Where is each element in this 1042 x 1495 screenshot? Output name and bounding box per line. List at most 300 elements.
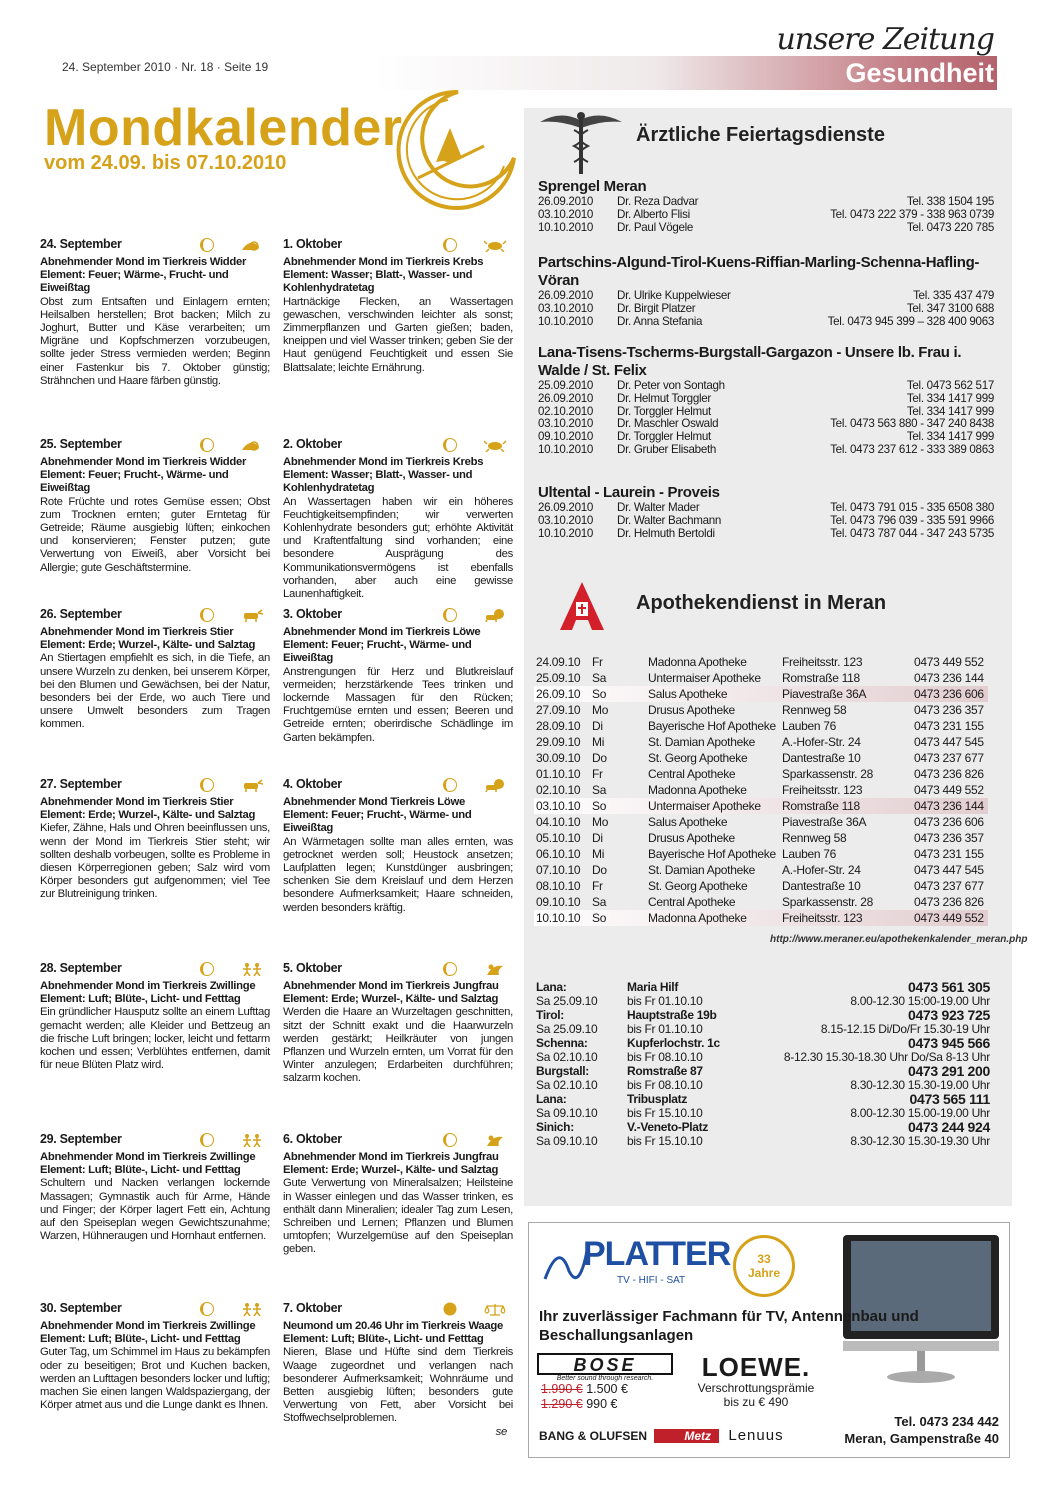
snail-icon [240,438,264,452]
doctor-phone: Tel. 0473 787 044 - 347 243 5735 [830,526,994,540]
moon-day-entry [283,1133,513,1257]
moon-day-date: 1. Oktober [283,238,513,256]
pharmacy-address: Piavestraße 36A [782,687,867,701]
pharmacy-day: So [592,911,607,925]
lion-icon [483,778,507,792]
pharmacy-row [534,670,988,686]
pharmacy-name: Untermaiser Apotheke [648,671,761,685]
regional-pharmacy-hours-row: Sa 02.10.10 bis Fr 08.10.10 8.30-12.30 15.30-19.00 Uhr [536,1078,990,1092]
doctor-name: Dr. Alberto Flisi [617,207,690,221]
moon-day-date: 30. September [40,1302,270,1320]
moon-day-entry [283,438,513,601]
moon-day-entry [283,238,513,375]
pharmacy-row [534,686,988,702]
moon-day-heading: Abnehmender Mond im Tierkreis Widder Element: Feuer; Frucht-, Wärme- und Eiweißtag [40,456,247,495]
pharmacy-name: Drusus Apotheke [648,831,735,845]
bose-offer [537,1353,673,1415]
moon-day-heading: Abnehmender Mond im Tierkreis Krebs Element: Wasser; Blatt-, Wasser- und Kohlenhydratetag [283,456,484,495]
pharmacy-day: Di [592,719,603,733]
pharmacy-date: 30.09.10 [536,751,581,765]
ad-phone: Tel. 0473 234 442 [894,1414,999,1429]
moon-day-date: 2. Oktober [283,438,513,456]
doctor-duty-title: Ärztliche Feiertagsdienste [636,124,885,146]
pharmacy-day: Sa [592,783,607,797]
doctor-phone: Tel. 338 1504 195 [906,195,994,208]
doctor-date: 03.10.2010 [538,301,594,315]
pharmacy-phone: 0473 447 545 [914,863,984,877]
pharmacy-row [534,910,988,926]
pharmacy-phone: 0473 236 606 [914,687,984,701]
pharmacy-date: 26.09.10 [536,687,581,701]
doctor-row [538,196,994,209]
pharmacy-address: Rennweg 58 [782,703,847,717]
moon-day-heading: Abnehmender Mond im Tierkreis Zwillinge Element: Luft; Blüte-, Licht- und Fetttag [40,980,256,1006]
caduceus-icon [538,108,624,176]
moon-day-entry [283,962,513,1086]
regional-pharmacy-row: Tirol: Hauptstraße 19b 0473 923 725 [536,1007,990,1023]
metz-logo: Metz [654,1429,719,1443]
doctor-name: Dr. Peter von Sontagh [617,379,725,392]
pharmacy-day: Mi [592,847,605,861]
bose-price-2: 1.290 € 990 € [541,1397,618,1411]
doctor-region-name: Partschins-Algund-Tirol-Kuens-Riffian-Marling-Schenna-Hafling-Vöran [538,254,980,289]
doctor-region-name: Sprengel Meran [538,178,647,195]
doctor-phone: Tel. 0473 562 517 [906,379,994,392]
pharmacy-name: Central Apotheke [648,895,736,909]
doctor-name: Dr. Anna Stefania [617,314,703,328]
regional-pharmacy-list [536,980,990,1148]
pharmacy-day: Fr [592,655,603,669]
moon-day-entry [40,778,270,902]
doctor-phone: Tel. 334 1417 999 [906,430,994,444]
doctor-phone: Tel. 335 437 479 [913,289,994,302]
pharmacy-row [534,830,988,846]
pharmacy-phone: 0473 449 552 [914,655,984,669]
pharmacy-row [534,654,988,670]
pharmacy-address: Sparkassenstr. 28 [782,767,873,781]
pharmacy-row [534,846,988,862]
pharmacy-day: Fr [592,767,603,781]
waning-moon-icon [443,438,457,452]
moon-calendar-title: Mondkalender [44,99,403,157]
pharmacy-duty-title: Apothekendienst in Meran [636,592,887,614]
moon-day-date: 29. September [40,1133,270,1151]
regional-pharmacy-row: Burgstall: Romstraße 87 0473 291 200 [536,1063,990,1079]
ad-contact [844,1413,999,1447]
virgo-icon [483,1133,507,1147]
doctor-date: 03.10.2010 [538,513,594,527]
pharmacy-day: Sa [592,671,607,685]
moon-day-date: 3. Oktober [283,608,513,626]
moon-day-text: An Wärmetagen sollte man alles ernten, was getrocknet werden soll; Heustock ansetzen; Laufplatten legen; Kunstdünger ausbringen; schenken Sie dem Kreislauf und dem Herzen besondere Aufmerksamkeit; Haare schneiden, werden besonders kräftig. [283,835,513,914]
pharmacy-day: Mo [592,815,609,829]
doctor-date: 10.10.2010 [538,314,594,328]
pharmacy-day: Mo [592,703,609,717]
pharmacy-row [534,878,988,894]
pharmacy-row [534,766,988,782]
pharmacy-phone: 0473 231 155 [914,719,984,733]
pharmacy-icon [558,580,606,632]
lion-icon [483,608,507,622]
scales-icon [483,1302,507,1316]
moon-day-entry [40,608,270,732]
pharmacy-day: So [592,799,607,813]
bose-price-1: 1.990 € 1.500 € [541,1382,628,1396]
pharmacy-row [534,718,988,734]
pharmacy-table [534,654,988,926]
pharmacy-date: 06.10.10 [536,847,581,861]
moon-day-entry [40,1302,270,1412]
pharmacy-address: Freiheitsstr. 123 [782,655,863,669]
years-badge [733,1235,795,1297]
doctor-row [538,380,994,393]
pharmacy-address: Romstraße 118 [782,799,860,813]
crab-icon [483,438,507,452]
pharmacy-phone: 0473 231 155 [914,847,984,861]
loewe-text-1: Verschrottungsprämie [697,1381,815,1395]
pharmacy-address: Sparkassenstr. 28 [782,895,873,909]
pharmacy-phone: 0473 236 357 [914,703,984,717]
regional-pharmacy-hours-row: Sa 09.10.10 bis Fr 15.10.10 8.00-12.30 15.00-19.00 Uhr [536,1106,990,1120]
pharmacy-name: Salus Apotheke [648,687,728,701]
twins-icon [240,1133,264,1147]
doctor-name: Dr. Ulrike Kuppelwieser [617,289,731,302]
pharmacy-name: St. Georg Apotheke [648,879,748,893]
doctor-row [538,303,994,316]
moon-day-text: Ein gründlicher Hausputz sollte an einem Lufttag gemacht werden; alle Kleider und Bettzeug an die frische Luft bringen; locker, leicht und fettarm kochen und essen; Verblühtes entfernen, damit für neue Blüten Platz wird. [40,1006,270,1072]
doctor-name: Dr. Helmuth Bertoldi [617,526,715,540]
doctor-name: Dr. Reza Dadvar [617,195,699,208]
doctor-name: Dr. Helmut Torggler [617,391,711,405]
moon-day-entry [283,778,513,915]
doctor-date: 26.09.2010 [538,391,594,405]
virgo-icon [483,962,507,976]
pharmacy-row [534,798,988,814]
regional-pharmacy-row: Sinich: V.-Veneto-Platz 0473 244 924 [536,1119,990,1135]
platter-advertisement [528,1222,1010,1458]
pharmacy-date: 05.10.10 [536,831,581,845]
doctor-phone: Tel. 0473 563 880 - 347 240 8438 [830,417,994,431]
pharmacy-name: Salus Apotheke [648,815,728,829]
pharmacy-day: Do [592,863,607,877]
moon-day-date: 26. September [40,608,270,626]
moon-day-text: Werden die Haare an Wurzeltagen geschnitten, sitzt der Schnitt exakt und die Haarwurzeln werden gestärkt; Heilkräuter von jungen Pflanzen und Wurzeln ernten, um Vorrat für den Winter anzulegen; Erdarbeiten durchführen; salzarm kochen. [283,1006,513,1085]
doctor-region-name: Ultental - Laurein - Proveis [538,484,720,501]
doctor-name: Dr. Maschler Oswald [617,417,719,431]
pharmacy-phone: 0473 449 552 [914,783,984,797]
doctor-phone: Tel. 334 1417 999 [906,404,994,418]
pharmacy-row [534,702,988,718]
ad-address: Meran, Gampenstraße 40 [844,1431,999,1446]
moon-day-heading: Abnehmender Mond im Tierkreis Jungfrau Element: Erde; Wurzel-, Kälte- und Salztag [283,1151,499,1177]
doctor-date: 25.09.2010 [538,379,594,392]
doctor-name: Dr. Torggler Helmut [617,430,711,444]
doctor-phone: Tel. 0473 237 612 - 333 389 0863 [830,442,994,456]
pharmacy-date: 24.09.10 [536,655,581,669]
waning-moon-icon [200,778,214,792]
pharmacy-name: St. Damian Apotheke [648,735,756,749]
pharmacy-address: Freiheitsstr. 123 [782,783,863,797]
bull-icon [240,608,264,622]
pharmacy-date: 08.10.10 [536,879,581,893]
bang-olufsen-logo: BANG & OLUFSEN [539,1429,647,1443]
doctor-date: 10.10.2010 [538,526,594,540]
pharmacy-name: Madonna Apotheke [648,655,747,669]
pharmacy-name: Madonna Apotheke [648,783,747,797]
pharmacy-date: 01.10.10 [536,767,581,781]
pharmacy-phone: 0473 237 677 [914,751,984,765]
doctor-phone: Tel. 334 1417 999 [906,391,994,405]
pharmacy-name: Central Apotheke [648,767,736,781]
moon-day-date: 6. Oktober [283,1133,513,1151]
moon-day-date: 24. September [40,238,270,256]
waning-moon-icon [443,238,457,252]
moon-day-text: Gute Verwertung von Mineralsalzen; Heilsteine in Wasser einlegen und das Wasser trinken, es enthält dann Mineralien; idealer Tag zum Lesen, Schreiben und Lernen; Pflanzen und Blumen umtopfen; Wurzelgemüse auf den Speiseplan geben. [283,1177,513,1256]
waning-moon-icon [443,1133,457,1147]
moon-day-text: Obst zum Entsaften und Einlagern ernten; Heilsalben herstellen; Brot backen; Milch zu Joghurt, Butter und Käse verarbeiten; um Migräne und Kopfschmerzen vorzubeugen, sollte jeder Stress vermieden werden; Beginn einer Fastenkur bis 7. Oktober günstig; Strähnchen und Haare färben günstig. [40,295,270,387]
moon-day-text: An Wassertagen haben wir ein höheres Feuchtigkeitsempfinden; wir verwerten Kohlenhydrate besonders gut; erhöhte Aktivität und Kraftentfaltung sind vorhanden; eine besondere Ausprägung des Kommunikationsvermögens ist ebenfalls vorhanden, aber auch eine gewisse Launenhaftigkeit. [283,495,513,601]
pharmacy-url[interactable]: http://www.meraner.eu/apothekenkalender_meran.php [770,934,1028,945]
pharmacy-row [534,894,988,910]
platter-logo [539,1231,731,1295]
waning-moon-icon [443,962,457,976]
pharmacy-name: Bayerische Hof Apotheke [648,847,776,861]
moon-witch-logo-icon [388,88,518,212]
moon-day-heading: Abnehmender Mond Tierkreis Löwe Element: Feuer; Frucht-, Wärme- und Eiweißtag [283,796,472,835]
author-signature: se [495,1425,507,1438]
pharmacy-address: Freiheitsstr. 123 [782,911,863,925]
bose-logo: BOSE [537,1353,673,1375]
pharmacy-address: A.-Hofer-Str. 24 [782,863,861,877]
loewe-logo: LOEWE. [701,1352,811,1382]
pharmacy-name: St. Damian Apotheke [648,863,756,877]
doctor-date: 26.09.2010 [538,195,594,208]
lenuus-logo: Lenuus [728,1427,784,1444]
moon-day-text: Nieren, Blase und Hüfte sind dem Tierkreis Waage zugeordnet und verlangen nach besonderer Aufmerksamkeit; Wohnräume und Betten ausgiebig lüften; besonders gute Verwertung von Fett, aber Vorsicht bei Stoffwechselproblemen. [283,1346,513,1425]
bull-icon [240,778,264,792]
pharmacy-phone: 0473 236 144 [914,799,984,813]
moon-day-heading: Abnehmender Mond im Tierkreis Jungfrau Element: Erde; Wurzel-, Kälte- und Salztag [283,980,499,1006]
waning-moon-icon [200,1302,214,1316]
regional-pharmacy-hours-row: Sa 02.10.10 bis Fr 08.10.10 8-12.30 15.30-18.30 Uhr Do/Sa 8-13 Uhr [536,1050,990,1064]
pharmacy-day: Di [592,831,603,845]
pharmacy-day: Do [592,751,607,765]
doctor-date: 03.10.2010 [538,207,594,221]
doctor-row [538,209,994,222]
regional-pharmacy-hours-row: Sa 25.09.10 bis Fr 01.10.10 8.15-12.15 Di/Do/Fr 15.30-19 Uhr [536,1022,990,1036]
doctor-row [538,290,994,303]
pharmacy-row [534,734,988,750]
pharmacy-row [534,814,988,830]
moon-day-text: Kiefer, Zähne, Hals und Ohren beeinflussen uns, wenn der Mond im Tierkreis Stier steht; wir sollten deshalb vorbeugen, sollte es Probleme in diesen Körperregionen geben; Salz wird vom Körper besonders gut aufgenommen; viel Tee zur Blutreinigung trinken. [40,822,270,901]
doctor-date: 03.10.2010 [538,417,594,431]
waning-moon-icon [200,962,214,976]
doctor-name: Dr. Paul Vögele [617,220,694,234]
moon-day-entry [283,608,513,745]
moon-day-date: 28. September [40,962,270,980]
doctor-date: 09.10.2010 [538,430,594,444]
pharmacy-row [534,750,988,766]
loewe-text-2: bis zu € 490 [723,1395,789,1409]
issue-date-line: 24. September 2010 · Nr. 18 · Seite 19 [62,60,269,74]
doctor-name: Dr. Birgit Platzer [617,301,696,315]
pharmacy-date: 03.10.10 [536,799,581,813]
doctor-row [538,393,994,406]
regional-pharmacy-row: Lana: Maria Hilf 0473 561 305 [536,979,990,995]
moon-day-heading: Abnehmender Mond im Tierkreis Zwillinge Element: Luft; Blüte-, Licht- und Fetttag [40,1151,256,1177]
regional-pharmacy-row: Schenna: Kupferlochstr. 1c 0473 945 566 [536,1035,990,1051]
moon-day-date: 25. September [40,438,270,456]
pharmacy-address: Piavestraße 36A [782,815,867,829]
pharmacy-name: St. Georg Apotheke [648,751,748,765]
doctor-phone: Tel. 0473 945 399 – 328 400 9063 [827,314,994,328]
moon-day-heading: Abnehmender Mond im Tierkreis Stier Element: Erde; Wurzel-, Kälte- und Salztag [40,796,256,822]
moon-day-text: Hartnäckige Flecken, an Wassertagen gewaschen, verschwinden leichter als sonst; Zimmerpflanzen und Garten gießen; baden, kneippen und viel Wasser trinken; geben Sie der Haut genügend Feuchtigkeit und essen Sie Blattsalate; leichte Ernährung. [283,295,513,374]
loewe-offer [681,1353,831,1413]
doctor-phone: Tel. 0473 222 379 - 338 963 0739 [830,207,994,221]
pharmacy-address: Dantestraße 10 [782,879,861,893]
regional-pharmacy-hours-row: Sa 25.09.10 bis Fr 01.10.10 8.00-12.30 15:00-19.00 Uhr [536,994,990,1008]
pharmacy-address: Lauben 76 [782,719,837,733]
bose-tagline: Better sound through research. [556,1375,654,1382]
waning-moon-icon [200,1133,214,1147]
doctor-row [538,316,994,329]
pharmacy-day: So [592,687,607,701]
doctor-phone: Tel. 347 3100 688 [906,301,994,315]
pharmacy-date: 09.10.10 [536,895,581,909]
doctor-phone: Tel. 0473 796 039 - 335 591 9966 [830,513,994,527]
pharmacy-address: Lauben 76 [782,847,837,861]
doctor-region-name: Lana-Tisens-Tscherms-Burgstall-Gargazon - Unsere lb. Frau i. Walde / St. Felix [538,344,962,379]
pharmacy-address: Romstraße 118 [782,671,860,685]
moon-day-text: Anstrengungen für Herz und Blutkreislauf vermeiden; herzstärkende Tees trinken und lockernde Massagen für den Rücken; Fruchtgemüse ernten und essen; Beeren und Getreide ernten; oberirdische Schädlinge im Garten bekämpfen. [283,665,513,744]
crab-icon [483,238,507,252]
twins-icon [240,962,264,976]
moon-day-heading: Abnehmender Mond im Tierkreis Stier Element: Erde; Wurzel-, Kälte- und Salztag [40,626,256,652]
doctor-region-block [538,254,994,328]
doctor-name: Dr. Gruber Elisabeth [617,442,717,456]
regional-pharmacy-hours-row: Sa 09.10.10 bis Fr 15.10.10 8.30-12.30 15.30-19.30 Uhr [536,1134,990,1148]
doctor-name: Dr. Walter Bachmann [617,513,722,527]
pharmacy-day: Sa [592,895,607,909]
moon-day-heading: Abnehmender Mond im Tierkreis Krebs Element: Wasser; Blatt-, Wasser- und Kohlenhydratetag [283,256,484,295]
moon-day-heading: Abnehmender Mond im Tierkreis Zwillinge Element: Luft; Blüte-, Licht- und Fetttag [40,1320,256,1346]
platter-brand-sub: TV - HIFI - SAT [617,1275,686,1286]
moon-day-text: An Stiertagen empfiehlt es sich, in die Tiefe, an unsere Wurzeln zu denken, bei unserem Körper, bei den Blumen und Gewächsen, bei der Natur, besonders bei der Erde, wo auch Tiere und unsere Umwelt besonders zum Tragen kommen. [40,652,270,731]
doctor-region-block [538,484,994,540]
pharmacy-date: 10.10.10 [536,911,581,925]
doctor-phone: Tel. 0473 791 015 - 335 6508 380 [830,501,994,514]
pharmacy-name: Madonna Apotheke [648,911,747,925]
moon-day-entry [40,962,270,1072]
doctor-row [538,222,994,235]
moon-day-entry [40,238,270,388]
waning-moon-icon [200,438,214,452]
moon-day-entry [283,1302,513,1439]
moon-day-text: Guter Tag, um Schimmel im Haus zu bekämpfen oder zu beseitigen; Brot und Kuchen backen, werden an Lufttagen besonders locker und luftig; machen Sie einen langen Waldspaziergang, der Körper atmet aus und die Lunge dankt es Ihnen. [40,1346,270,1412]
pharmacy-date: 02.10.10 [536,783,581,797]
pharmacy-date: 25.09.10 [536,671,581,685]
regional-pharmacy-row: Lana: Tribusplatz 0473 565 111 [536,1091,990,1107]
moon-day-date: 4. Oktober [283,778,513,796]
moon-calendar-subtitle: vom 24.09. bis 07.10.2010 [44,152,287,174]
doctor-row [538,528,994,541]
ad-slogan: Ihr zuverlässiger Fachmann für TV, Antennenbau und Beschallungsanlagen [539,1308,919,1344]
pharmacy-phone: 0473 236 144 [914,671,984,685]
doctor-row [538,515,994,528]
doctor-date: 10.10.2010 [538,220,594,234]
doctor-date: 26.09.2010 [538,501,594,514]
snail-icon [240,238,264,252]
doctor-name: Dr. Torggler Helmut [617,404,711,418]
pharmacy-phone: 0473 449 552 [914,911,984,925]
waning-moon-icon [200,608,214,622]
doctor-row [538,502,994,515]
years-label: Jahre [747,1266,781,1280]
section-title: Gesundheit [845,58,994,88]
platter-brand: PLATTER [583,1235,731,1273]
moon-day-date: 7. Oktober [283,1302,513,1320]
moon-day-date: 27. September [40,778,270,796]
twins-icon [240,1302,264,1316]
doctor-date: 26.09.2010 [538,289,594,302]
pharmacy-phone: 0473 236 357 [914,831,984,845]
pharmacy-address: Dantestraße 10 [782,751,861,765]
moon-day-text: Schultern und Nacken verlangen lockernde Massagen; Gymnastik auch für Arme, Hände und Finger; der Körper lagert Fett ein, Achtung auf den Speiseplan wegen Gewichtszunahme; Warzen, Hühneraugen und Hornhaut entfernen. [40,1177,270,1243]
pharmacy-address: A.-Hofer-Str. 24 [782,735,861,749]
doctor-name: Dr. Walter Mader [617,501,700,514]
moon-day-text: Rote Früchte und rotes Gemüse essen; Obst zum Trocknen ernten; guter Erntetag für Getreide; Räume ausgiebig lüften; einkochen und konservieren; Fenster putzen; gute Verwertung von Eiweiß, aber Vorsicht bei Allergie; gute Geschäftstermine. [40,495,270,574]
pharmacy-row [534,862,988,878]
pharmacy-phone: 0473 236 606 [914,815,984,829]
doctor-row [538,444,994,457]
waning-moon-icon [443,608,457,622]
doctor-phone: Tel. 0473 220 785 [906,220,994,234]
brand-strip [539,1427,784,1444]
pharmacy-day: Fr [592,879,603,893]
pharmacy-row [534,782,988,798]
moon-day-heading: Abnehmender Mond im Tierkreis Löwe Element: Feuer; Frucht-, Wärme- und Eiweißtag [283,626,481,665]
moon-day-heading: Neumond um 20.46 Uhr im Tierkreis Waage Element: Luft; Blüte-, Licht- und Fetttag [283,1320,503,1346]
moon-day-heading: Abnehmender Mond im Tierkreis Widder Element: Feuer; Wärme-, Frucht- und Eiweißtag [40,256,247,295]
pharmacy-day: Mi [592,735,605,749]
moon-day-entry [40,438,270,575]
pharmacy-date: 04.10.10 [536,815,581,829]
pharmacy-date: 28.09.10 [536,719,581,733]
pharmacy-name: Drusus Apotheke [648,703,735,717]
moon-day-entry [40,1133,270,1243]
newspaper-brand: unsere Zeitung [776,22,994,57]
doctor-region-block [538,344,994,457]
pharmacy-phone: 0473 237 677 [914,879,984,893]
doctor-date: 02.10.2010 [538,404,594,418]
pharmacy-phone: 0473 447 545 [914,735,984,749]
pharmacy-phone: 0473 236 826 [914,895,984,909]
pharmacy-name: Untermaiser Apotheke [648,799,761,813]
pharmacy-date: 27.09.10 [536,703,581,717]
waning-moon-icon [443,778,457,792]
pharmacy-address: Rennweg 58 [782,831,847,845]
pharmacy-name: Bayerische Hof Apotheke [648,719,776,733]
pharmacy-date: 29.09.10 [536,735,581,749]
moon-day-date: 5. Oktober [283,962,513,980]
doctor-region-block [538,178,994,234]
waning-moon-icon [200,238,214,252]
new-moon-icon [443,1302,457,1316]
doctor-date: 10.10.2010 [538,442,594,456]
pharmacy-date: 07.10.10 [536,863,581,877]
pharmacy-phone: 0473 236 826 [914,767,984,781]
